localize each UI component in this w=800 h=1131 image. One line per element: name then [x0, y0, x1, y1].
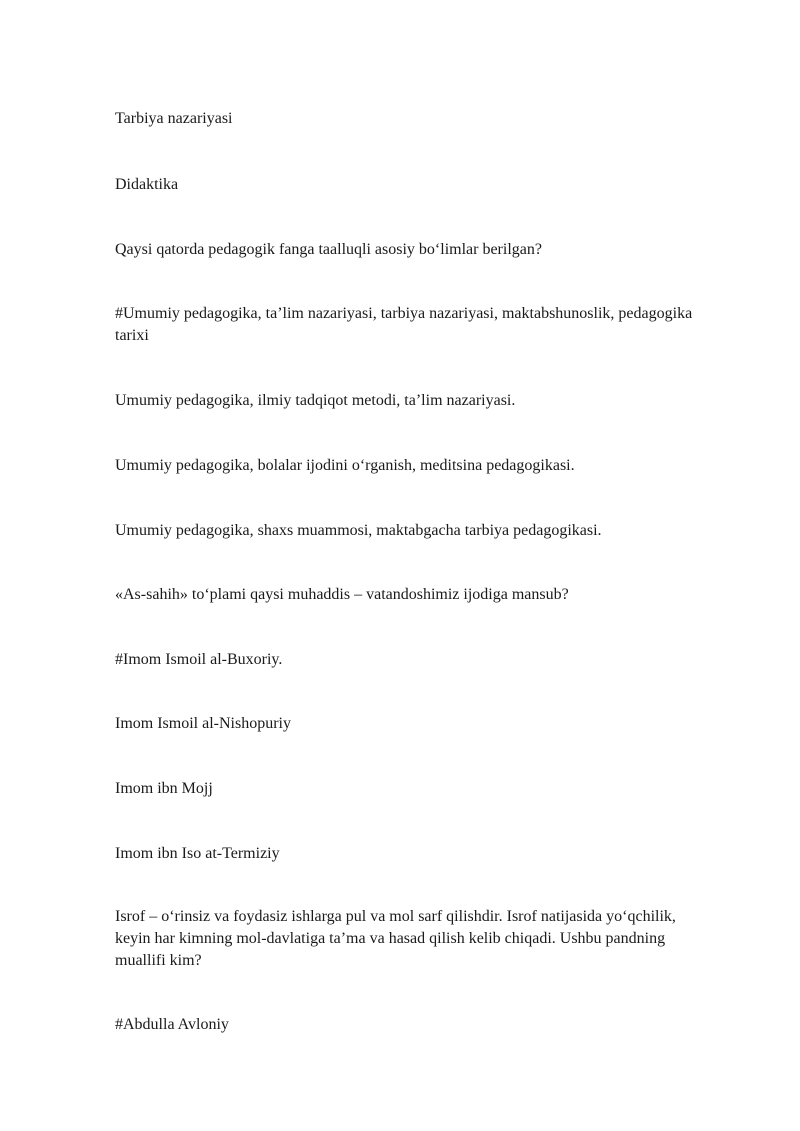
paragraph-answer-option: Tarbiya nazariyasi [115, 110, 233, 127]
paragraph-answer-option: Umumiy pedagogika, ilmiy tadqiqot metodi, ta’lim nazariyasi. [115, 392, 516, 409]
paragraph-question: Isrof – o‘rinsiz va foydasiz ishlarga pul va mol sarf qilishdir. Isrof natijasida yo‘qchilik, keyin har kimning mol-davlatiga ta’ma va hasad qilish kelib chiqadi. Ushbu pandning muallifi kim? [115, 908, 676, 969]
paragraph-answer-option: Imom ibn Mojj [115, 780, 213, 797]
paragraph-answer-option: Umumiy pedagogika, shaxs muammosi, maktabgacha tarbiya pedagogikasi. [115, 522, 602, 539]
paragraph-answer-option: Imom ibn Iso at-Termiziy [115, 845, 280, 862]
paragraph-answer-option: Didaktika [115, 176, 179, 193]
paragraph-question: Qaysi qatorda pedagogik fanga taalluqli asosiy bo‘limlar berilgan? [115, 241, 542, 258]
paragraph-correct-answer: #Imom Ismoil al-Buxoriy. [115, 651, 283, 668]
paragraph-correct-answer: #Umumiy pedagogika, ta’lim nazariyasi, tarbiya nazariyasi, maktabshunoslik, pedagogika tarixi [115, 305, 693, 344]
paragraph-answer-option: Umumiy pedagogika, bolalar ijodini o‘rganish, meditsina pedagogikasi. [115, 457, 575, 474]
paragraph-answer-option: Imom Ismoil al-Nishopuriy [115, 715, 291, 732]
paragraph-question: «As-sahih» to‘plami qaysi muhaddis – vatandoshimiz ijodiga mansub? [115, 586, 569, 603]
paragraph-correct-answer: #Abdulla Avloniy [115, 1016, 229, 1033]
